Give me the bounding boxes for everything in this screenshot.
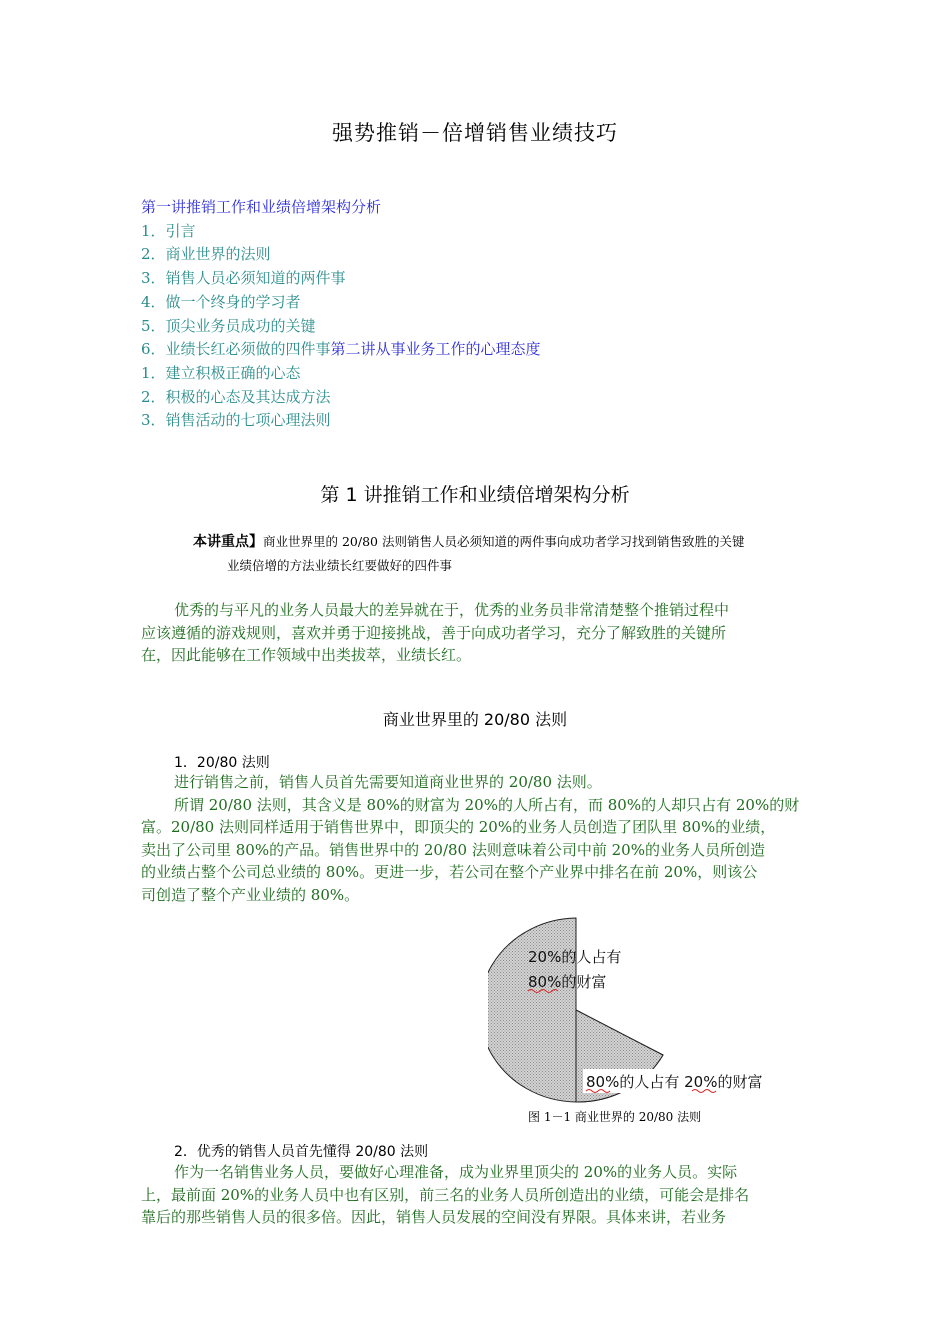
text-line: 司创造了整个产业业绩的 80%。 [141,885,360,904]
pie-label-small: 80%的人占有 20%的财富 [586,1073,763,1091]
toc-item[interactable]: 3．销售活动的七项心理法则 [141,411,331,430]
toc-heading-2[interactable]: 第二讲从事业务工作的心理态度 [330,340,541,359]
table-of-contents [141,196,541,433]
text-line: 应该遵循的游戏规则，喜欢并勇于迎接挑战，善于向成功者学习，充分了解致胜的关键所 [141,623,727,642]
pie-label-large-line1: 20%的人占有 [528,948,622,966]
key-points-line: 业绩倍增的方法业绩长红要做好的四件事 [227,558,453,573]
toc-heading[interactable]: 第一讲推销工作和业绩倍增架构分析 [141,198,382,216]
text-line: 在，因此能够在工作领域中出类拔萃，业绩长红。 [141,646,472,664]
text-line: 卖出了公司里 80%的产品。销售世界中的 20/80 法则意味着公司中前 20%的业务人员所创造 [141,840,765,859]
text-line: 作为一名销售业务人员，要做好心理准备，成为业界里顶尖的 20%的业务人员。实际 [174,1163,738,1181]
pie-label-large-line2: 80%的财富 [528,973,607,991]
toc-item[interactable]: 6．业绩长红必须做的四件事 [141,340,331,359]
lecture-title: 第 1 讲推销工作和业绩倍增架构分析 [320,484,630,506]
toc-item[interactable]: 5．顶尖业务员成功的关键 [141,316,316,335]
text-line: 富。20/80 法则同样适用于销售世界中，即顶尖的 20%的业务人员创造了团队里 80%的业绩， [141,818,776,836]
intro-paragraph [141,599,821,667]
section-title: 商业世界里的 20/80 法则 [382,710,568,729]
figure-caption: 图 1－1 商业世界的 20/80 法则 [528,1110,702,1124]
subsection-title: 1．20/80 法则 [174,755,270,771]
text-line: 的业绩占整个公司总业绩的 80%。更进一步，若公司在整个产业界中排名在前 20%，则该公 [141,863,758,881]
text-line: 优秀的与平凡的业务人员最大的差异就在于，优秀的业务员非常清楚整个推销过程中 [174,601,730,619]
key-points [193,530,744,577]
toc-item[interactable]: 3．销售人员必须知道的两件事 [141,269,346,288]
text-line: 靠后的那些销售人员的很多倍。因此，销售人员发展的空间没有界限。具体来讲，若业务 [141,1208,727,1226]
document-title: 强势推销－倍增销售业绩技巧 [332,121,618,145]
toc-item[interactable]: 1．引言 [141,221,196,240]
pie-chart [488,915,788,1105]
key-points-label: 本讲重点】 [193,534,263,550]
toc-item[interactable]: 2．积极的心态及其达成方法 [141,387,331,406]
toc-item[interactable]: 4．做一个终身的学习者 [141,292,301,311]
pie-chart-svg [488,915,788,1105]
text-line: 所谓 20/80 法则，其含义是 80%的财富为 20%的人所占有，而 80%的人却只占有 20%的财 [174,795,800,814]
rule-paragraph [141,771,821,906]
toc-line [141,338,541,362]
text-line: 进行销售之前，销售人员首先需要知道商业世界的 20/80 法则。 [174,773,602,791]
toc-item[interactable]: 1．建立积极正确的心态 [141,363,301,382]
subsection-title: 2．优秀的销售人员首先懂得 20/80 法则 [174,1144,429,1160]
key-points-line: 商业世界里的 20/80 法则销售人员必须知道的两件事向成功者学习找到销售致胜的关键 [263,534,745,549]
toc-item[interactable]: 2．商业世界的法则 [141,245,271,264]
text-line: 上，最前面 20%的业务人员中也有区别，前三名的业务人员所创造出的业绩，可能会是排名 [141,1185,750,1204]
paragraph-2 [141,1161,821,1229]
